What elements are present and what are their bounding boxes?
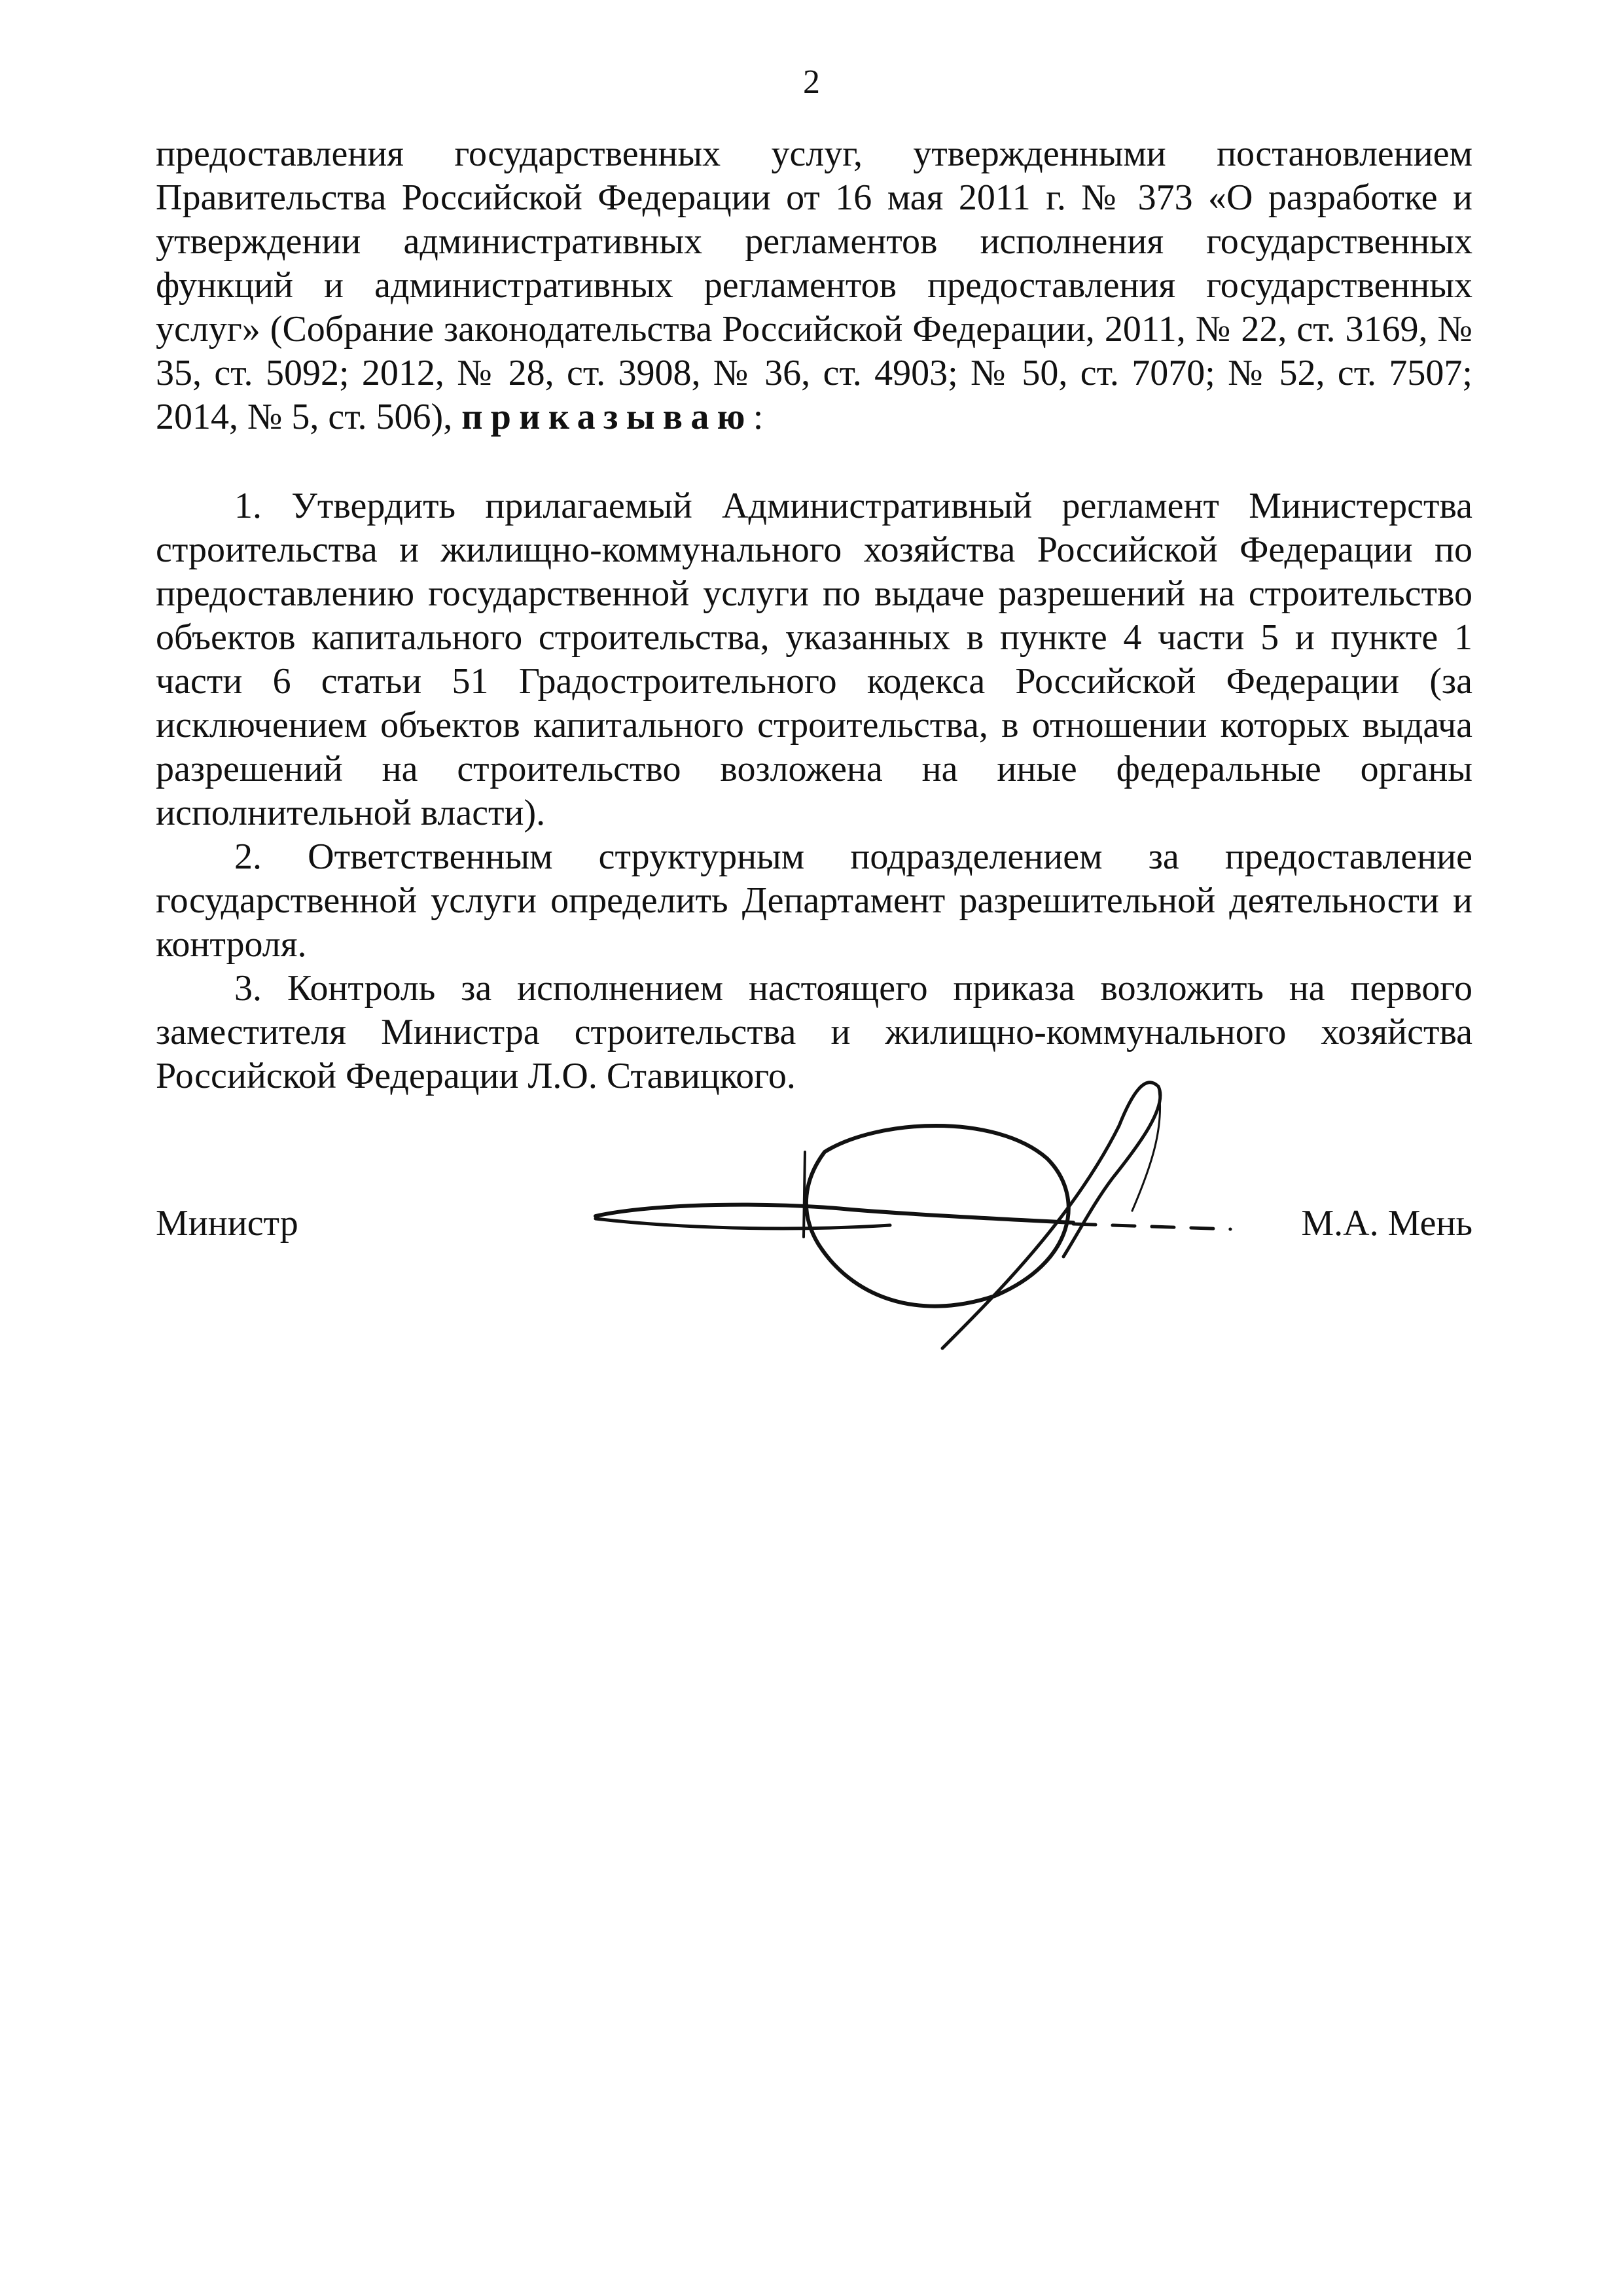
order-point-2: 2. Ответственным структурным подразделением за предоставление государственной услуги определить Департамент разрешительной деятельности и контроля. bbox=[156, 836, 1472, 965]
handwritten-signature bbox=[576, 1047, 1283, 1361]
order-suffix: : bbox=[753, 397, 764, 437]
order-point-3: 3. Контроль за исполнением настоящего приказа возложить на первого заместителя Министра строительства и жилищно-коммунального хозяйства Российской Федерации Л.О. Ставицкого. bbox=[156, 968, 1472, 1096]
signature-stroke-dash bbox=[1073, 1224, 1230, 1229]
page-number: 2 bbox=[803, 63, 820, 101]
signer-title: Министр bbox=[156, 1203, 298, 1244]
intro-text-line bbox=[156, 132, 1472, 439]
order-point-1: 1. Утвердить прилагаемый Административный регламент Министерства строительства и жилищно-коммунального хозяйства Российской Федерации по предоставлению государственной услуги по выдаче разрешений на строительство объектов капитального строительства, указанных в пункте 4 части 5 и пункте 1 части 6 статьи 51 Градостроительного кодекса Российской Федерации (за исключением объектов капитального строительства, в отношении которых выдача разрешений на строительство возложена на иные федеральные органы исполнительной власти). bbox=[156, 486, 1472, 833]
intro-text: предоставления государственных услуг, утвержденными постановлением Правительства Российской Федерации от 16 мая 2011 г. № 373 «О разработке и утверждении административных регламентов исполнения государственных функций и административных регламентов предоставления государственных услуг» (Собрание законодательства Российской Федерации, 2011, № 22, ст. 3169, № 35, ст. 5092; 2012, № 28, ст. 3908, № 36, ст. 4903; № 50, ст. 7070; № 52, ст. 7507; 2014, № 5, ст. 506), bbox=[156, 134, 1472, 437]
order-points bbox=[156, 484, 1472, 1098]
signature-stroke-rise bbox=[942, 1083, 1160, 1348]
signature-stroke-lower bbox=[596, 1219, 890, 1229]
order-word: приказываю bbox=[461, 397, 753, 437]
signature-stroke-tick bbox=[804, 1152, 805, 1237]
signer-name: М.А. Мень bbox=[1301, 1203, 1472, 1244]
signature-stroke-main bbox=[596, 1205, 1073, 1223]
intro-paragraph bbox=[156, 132, 1472, 439]
